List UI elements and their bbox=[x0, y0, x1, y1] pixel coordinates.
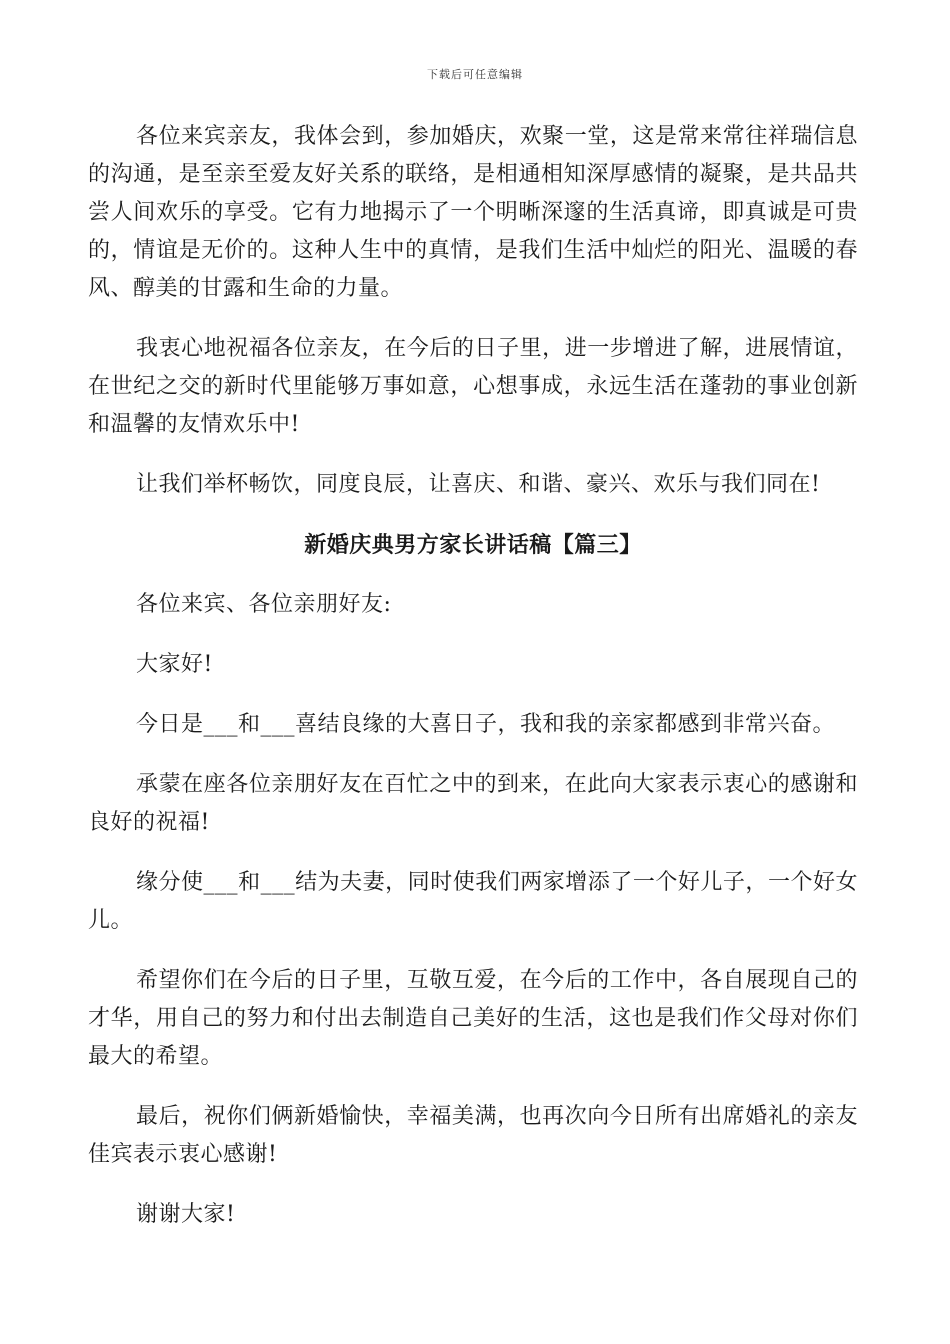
paragraph: 谢谢大家! bbox=[136, 1202, 236, 1227]
paragraph: 各位来宾、各位亲朋好友: bbox=[136, 592, 392, 617]
paragraph: 承蒙在座各位亲朋好友在百忙之中的到来，在此向大家表示衷心的感谢和良好的祝福! bbox=[88, 772, 858, 835]
paragraph: 今日是___和___喜结良缘的大喜日子，我和我的亲家都感到非常兴奋。 bbox=[136, 712, 836, 737]
header-note: 下载后可任意编辑 bbox=[427, 68, 523, 81]
document-body bbox=[88, 118, 858, 1256]
paragraph: 最后，祝你们俩新婚愉快，幸福美满，也再次向今日所有出席婚礼的亲友佳宾表示衷心感谢! bbox=[88, 1104, 858, 1167]
section-heading: 新婚庆典男方家长讲话稿【篇三】 bbox=[304, 532, 642, 558]
paragraph: 大家好! bbox=[136, 652, 213, 677]
paragraph: 让我们举杯畅饮，同度良辰，让喜庆、和谐、豪兴、欢乐与我们同在! bbox=[136, 472, 821, 497]
paragraph: 希望你们在今后的日子里，互敬互爱，在今后的工作中，各自展现自己的才华，用自己的努力和付出去制造自己美好的生活，这也是我们作父母对你们最大的希望。 bbox=[88, 968, 858, 1069]
paragraph: 我衷心地祝福各位亲友，在今后的日子里，进一步增进了解，进展情谊，在世纪之交的新时代里能够万事如意，心想事成，永远生活在蓬勃的事业创新和温馨的友情欢乐中! bbox=[88, 336, 858, 437]
paragraph: 各位来宾亲友，我体会到，参加婚庆，欢聚一堂，这是常来常往祥瑞信息的沟通，是至亲至爱友好关系的联络，是相通相知深厚感情的凝聚，是共品共尝人间欢乐的享受。它有力地揭示了一个明晰深邃的生活真谛，即真诚是可贵的，情谊是无价的。这种人生中的真情，是我们生活中灿烂的阳光、温暖的春风、醇美的甘露和生命的力量。 bbox=[88, 124, 858, 301]
paragraph: 缘分使___和___结为夫妻，同时使我们两家增添了一个好儿子，一个好女儿。 bbox=[88, 870, 858, 933]
